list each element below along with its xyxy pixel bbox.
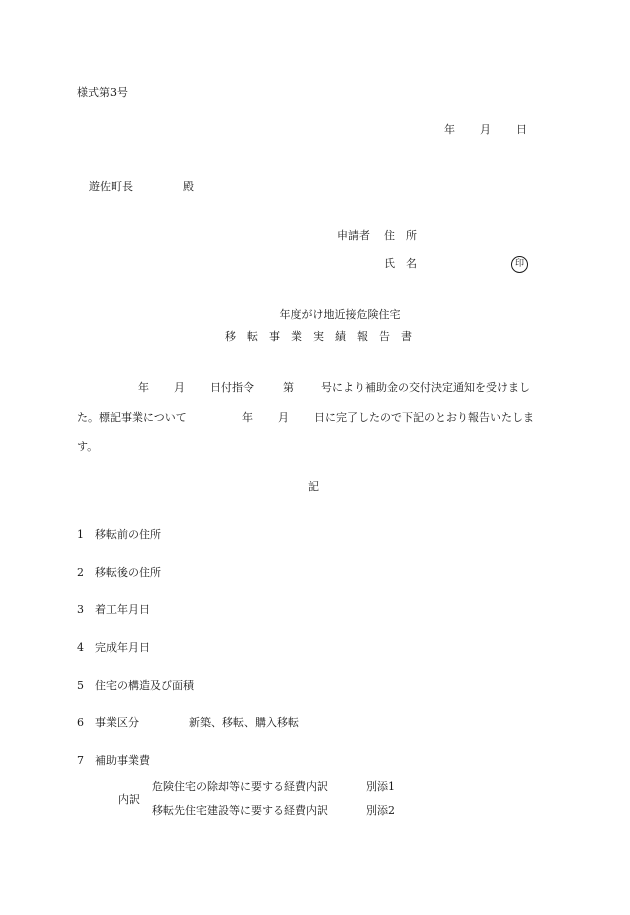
item-number: 5 bbox=[77, 679, 84, 692]
body-l2-month: 月 bbox=[278, 411, 289, 424]
applicant-label: 申請者 bbox=[337, 229, 370, 242]
ki-heading: 記 bbox=[308, 480, 319, 493]
item-label: 完成年月日 bbox=[95, 641, 150, 654]
body-l3: す。 bbox=[77, 440, 99, 453]
body-l1-year: 年 bbox=[138, 381, 149, 394]
addressee-honorific: 殿 bbox=[183, 180, 194, 193]
item-value: 新築、移転、購入移転 bbox=[189, 716, 299, 729]
addressee-name: 遊佐町長 bbox=[89, 180, 133, 193]
breakdown-desc: 移転先住宅建設等に要する経費内訳 bbox=[152, 804, 328, 817]
breakdown-ref: 別添1 bbox=[366, 780, 395, 793]
form-number: 様式第3号 bbox=[77, 86, 128, 99]
item-number: 2 bbox=[77, 566, 84, 579]
item-number: 3 bbox=[77, 603, 84, 616]
item-number: 7 bbox=[77, 754, 84, 767]
breakdown-desc: 危険住宅の除却等に要する経費内訳 bbox=[152, 780, 328, 793]
title-line2: 移 転 事 業 実 績 報 告 書 bbox=[225, 330, 412, 343]
body-l1-no: 第 bbox=[283, 381, 294, 394]
body-l1-month: 月 bbox=[174, 381, 185, 394]
date-month: 月 bbox=[480, 123, 491, 136]
applicant-address-label: 住 所 bbox=[384, 229, 417, 242]
breakdown-label: 内訳 bbox=[118, 793, 140, 806]
item-label: 移転後の住所 bbox=[95, 566, 161, 579]
item-number: 1 bbox=[77, 528, 84, 541]
item-label: 着工年月日 bbox=[95, 603, 150, 616]
item-number: 4 bbox=[77, 641, 84, 654]
body-l2-year: 年 bbox=[242, 411, 253, 424]
item-label: 移転前の住所 bbox=[95, 528, 161, 541]
applicant-name-label: 氏 名 bbox=[384, 257, 417, 270]
title-line1: 年度がけ地近接危険住宅 bbox=[279, 308, 401, 321]
item-number: 6 bbox=[77, 716, 84, 729]
item-label: 住宅の構造及び面積 bbox=[95, 679, 194, 692]
item-label: 事業区分 bbox=[95, 716, 139, 729]
item-label: 補助事業費 bbox=[95, 754, 150, 767]
body-l2-start: た。標記事業について bbox=[77, 411, 187, 424]
date-day: 日 bbox=[516, 123, 527, 136]
body-l2-rest: 日に完了したので下記のとおり報告いたしま bbox=[314, 411, 534, 424]
breakdown-ref: 別添2 bbox=[366, 804, 395, 817]
body-l1-dayref: 日付指令 bbox=[210, 381, 254, 394]
body-l1-rest: 号により補助金の交付決定通知を受けまし bbox=[321, 381, 530, 394]
seal-mark: 印 bbox=[511, 256, 528, 273]
date-year: 年 bbox=[444, 123, 455, 136]
